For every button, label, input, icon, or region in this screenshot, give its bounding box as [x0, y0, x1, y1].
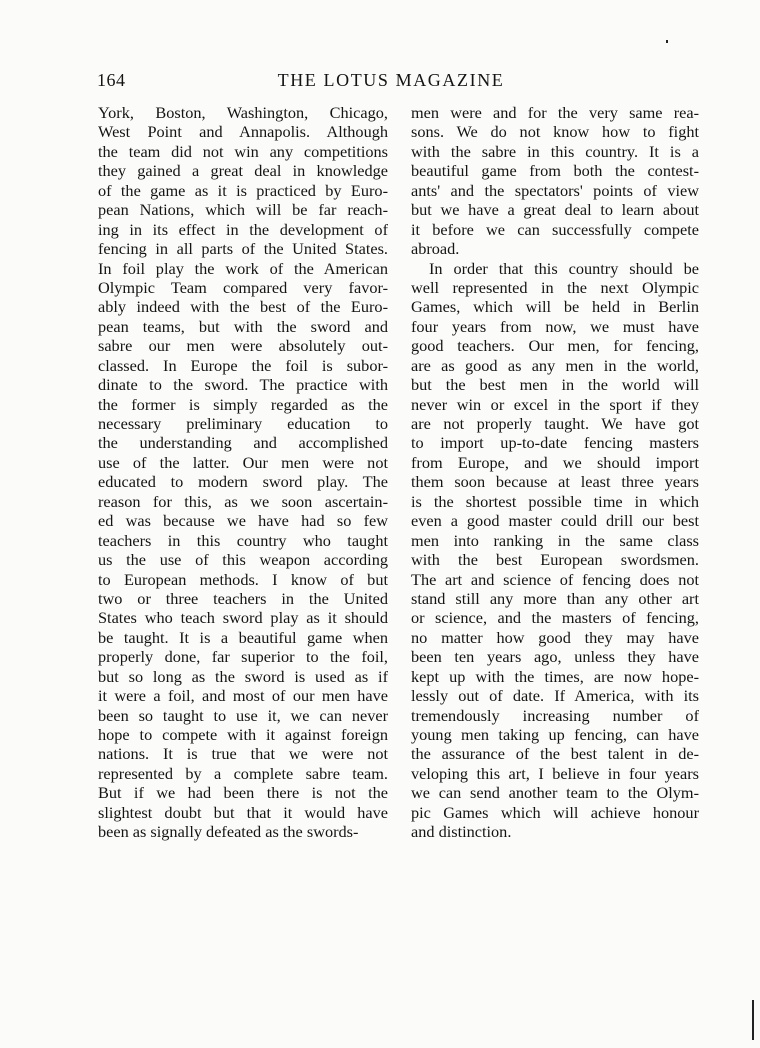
scan-speck: [666, 40, 668, 43]
text-line: four years from now, we must have: [411, 316, 699, 336]
text-line: lessly out of date. If America, with its: [411, 686, 699, 706]
text-line: classed. In Europe the foil is subor-: [98, 355, 388, 375]
text-line: it before we can successfully compete: [411, 219, 699, 239]
text-line: tremendously increasing number of: [411, 705, 699, 725]
text-line: represented by a complete sabre team.: [98, 763, 388, 783]
text-line: teachers in this country who taught: [98, 530, 388, 550]
text-line: but the best men in the world will: [411, 375, 699, 395]
text-line: ed was because we have had so few: [98, 511, 388, 531]
text-line: pic Games which will achieve honour: [411, 802, 699, 822]
text-line: to import up-to-date fencing masters: [411, 433, 699, 453]
text-line: necessary preliminary education to: [98, 414, 388, 433]
text-line: well represented in the next Olympic: [411, 277, 699, 297]
text-line: the team did not win any competitions: [98, 141, 388, 161]
text-line: nations. It is true that we were not: [98, 744, 388, 764]
text-line: But if we had been there is not the: [98, 783, 388, 803]
text-line: In order that this country should be: [429, 258, 699, 278]
text-line: them soon because at least three years: [411, 472, 699, 492]
text-line: been as signally defeated as the swords-: [98, 822, 359, 842]
text-line: In foil play the work of the American: [98, 258, 388, 278]
text-line: are as good as any men in the world,: [411, 355, 699, 375]
text-line: been ten years ago, unless they have: [411, 647, 699, 667]
text-line: educated to modern sword play. The: [98, 472, 388, 492]
text-line: the understanding and accomplished: [98, 433, 388, 453]
text-line: fencing in all parts of the United States.: [98, 239, 388, 259]
text-line: veloping this art, I believe in four years: [411, 763, 699, 783]
text-line: The art and science of fencing does not: [411, 569, 699, 589]
text-line: States who teach sword play as it should: [98, 608, 388, 628]
text-line: been so taught to use it, we can never: [98, 705, 388, 725]
text-line: abroad.: [411, 239, 460, 259]
text-line: and distinction.: [411, 822, 512, 842]
text-line: ably indeed with the best of the Euro-: [98, 297, 388, 317]
text-line: but so long as the sword is used as if: [98, 666, 388, 686]
text-line: stand still any more than any other art: [411, 588, 699, 608]
text-line: Games, which will be held in Berlin: [411, 297, 699, 317]
text-line: properly done, far superior to the foil,: [98, 647, 388, 667]
scan-edge-mark: [752, 1000, 754, 1040]
text-line: West Point and Annapolis. Although: [98, 122, 388, 142]
text-line: but we have a great deal to learn about: [411, 200, 699, 220]
text-line: to European methods. I know of but: [98, 569, 388, 589]
text-line: us the use of this weapon according: [98, 550, 388, 570]
text-line: pean teams, but with the sword and: [98, 316, 388, 336]
text-line: ants' and the spectators' points of view: [411, 180, 699, 200]
text-line: be taught. It is a beautiful game when: [98, 627, 388, 647]
text-line: never win or excel in the sport if they: [411, 394, 699, 414]
text-line: beautiful game from both the contest-: [411, 161, 699, 181]
text-line: or science, and the masters of fencing,: [411, 608, 699, 628]
text-line: men into ranking in the same class: [411, 530, 699, 550]
text-line: Olympic Team compared very favor-: [98, 277, 388, 297]
text-line: of the game as it is practiced by Euro-: [98, 180, 388, 200]
text-line: good teachers. Our men, for fencing,: [411, 336, 699, 356]
text-line: reason for this, as we soon ascertain-: [98, 491, 388, 511]
text-line: is the shortest possible time in which: [411, 491, 699, 511]
text-line: from Europe, and we should import: [411, 452, 699, 472]
text-line: sabre our men were absolutely out-: [98, 336, 388, 356]
text-line: York, Boston, Washington, Chicago,: [98, 103, 388, 122]
text-line: men were and for the very same rea-: [411, 103, 699, 122]
text-line: kept up with the times, are now hope-: [411, 666, 699, 686]
text-line: we can send another team to the Olym-: [411, 783, 699, 803]
text-line: hope to compete with it against foreign: [98, 725, 388, 744]
text-column-left: [98, 103, 388, 842]
text-line: even a good master could drill our best: [411, 511, 699, 531]
text-line: with the sabre in this country. It is a: [411, 141, 699, 161]
running-head: THE LOTUS MAGAZINE: [277, 70, 505, 90]
text-line: the former is simply regarded as the: [98, 394, 388, 414]
text-line: two or three teachers in the United: [98, 588, 388, 608]
text-line: they gained a great deal in knowledge: [98, 161, 388, 181]
page-number: 164: [97, 70, 126, 90]
text-line: young men taking up fencing, can have: [411, 725, 699, 744]
text-column-right: [411, 103, 699, 842]
text-line: use of the latter. Our men were not: [98, 452, 388, 472]
text-line: slightest doubt but that it would have: [98, 802, 388, 822]
text-line: the assurance of the best talent in de-: [411, 744, 699, 764]
text-line: with the best European swordsmen.: [411, 550, 699, 570]
text-line: it were a foil, and most of our men have: [98, 686, 388, 706]
text-line: no matter how good they may have: [411, 627, 699, 647]
text-line: ing in its effect in the development of: [98, 219, 388, 239]
text-line: dinate to the sword. The practice with: [98, 375, 388, 395]
text-line: sons. We do not know how to fight: [411, 122, 699, 142]
text-line: are not properly taught. We have got: [411, 414, 699, 433]
text-line: pean Nations, which will be far reach-: [98, 200, 388, 220]
